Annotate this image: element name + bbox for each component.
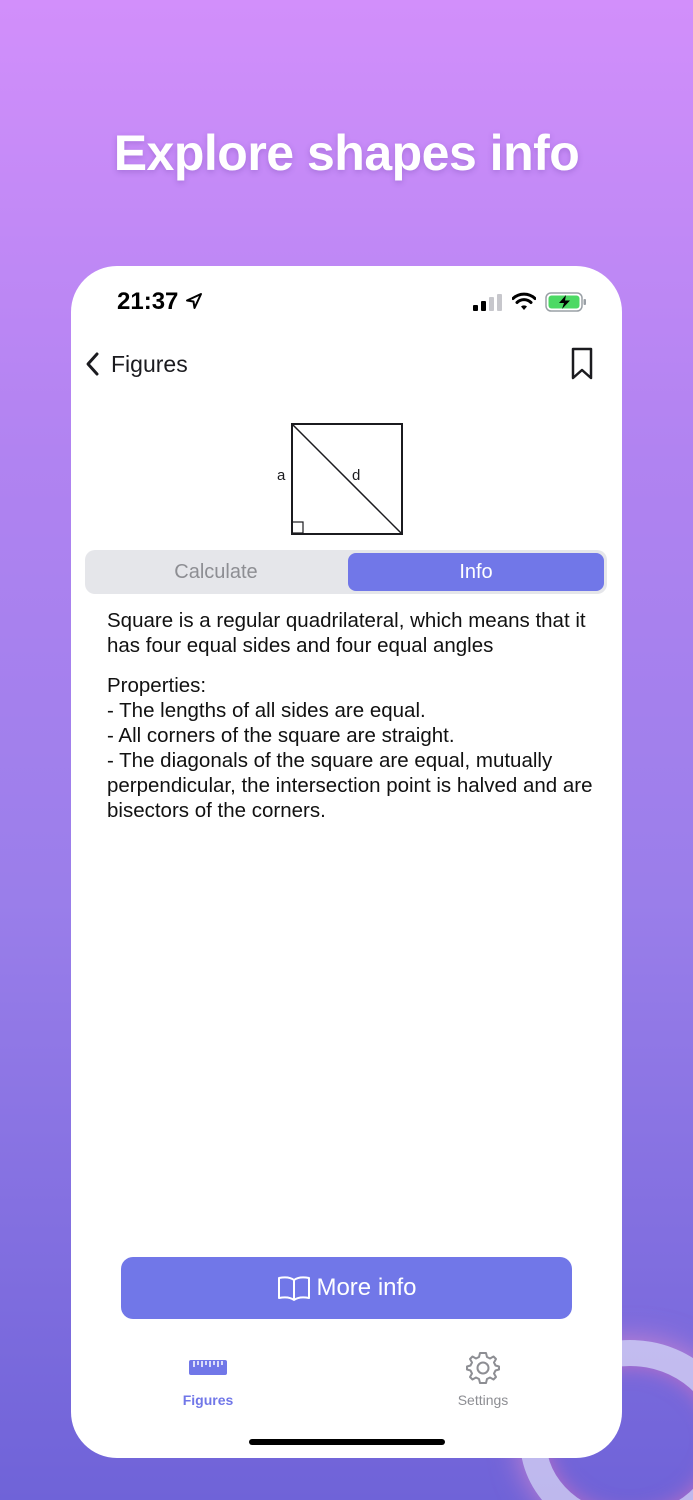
status-time: 21:37 — [117, 288, 179, 315]
property-item: - The lengths of all sides are equal. — [107, 699, 426, 722]
tab-figures-label: Figures — [182, 1392, 234, 1408]
battery-charging-icon — [545, 292, 587, 312]
chevron-left-icon — [83, 350, 103, 378]
back-button[interactable] — [83, 346, 188, 382]
bookmark-icon[interactable] — [569, 346, 595, 382]
more-info-button[interactable] — [121, 1257, 572, 1319]
wifi-icon — [512, 292, 536, 311]
cellular-signal-icon — [473, 294, 503, 311]
tab-settings-label: Settings — [457, 1392, 509, 1408]
book-icon — [276, 1274, 312, 1302]
promo-headline: Explore shapes info — [113, 125, 580, 181]
square-figure — [271, 418, 411, 536]
tab-calculate[interactable]: Calculate — [174, 561, 258, 583]
square-diagram — [271, 418, 411, 536]
tab-settings[interactable] — [423, 1350, 543, 1408]
property-item: - All corners of the square are straight. — [107, 724, 455, 747]
gear-icon — [466, 1350, 500, 1384]
navigation-bar — [71, 336, 622, 392]
diagonal-label: d — [352, 467, 361, 484]
info-content — [107, 608, 593, 823]
tab-bar — [71, 1346, 622, 1416]
tab-info[interactable]: Info — [348, 553, 604, 591]
properties-title: Properties: — [107, 674, 207, 697]
properties-block — [107, 673, 593, 823]
phone-screen — [71, 266, 622, 1458]
ruler-icon — [187, 1350, 229, 1384]
more-info-label: More info — [316, 1274, 417, 1301]
back-button-label: Figures — [111, 350, 188, 377]
status-bar — [71, 266, 622, 336]
property-item: - The diagonals of the square are equal, mutually perpendicular, the intersection point is halved and are bisectors of the corners. — [107, 749, 593, 822]
tab-figures[interactable] — [148, 1350, 268, 1408]
shape-description: Square is a regular quadrilateral, which means that it has four equal sides and four equal angles — [107, 609, 586, 657]
mode-segmented-control — [85, 550, 607, 594]
home-indicator[interactable] — [249, 1439, 445, 1445]
location-arrow-icon — [185, 292, 203, 310]
side-label: a — [277, 467, 286, 484]
